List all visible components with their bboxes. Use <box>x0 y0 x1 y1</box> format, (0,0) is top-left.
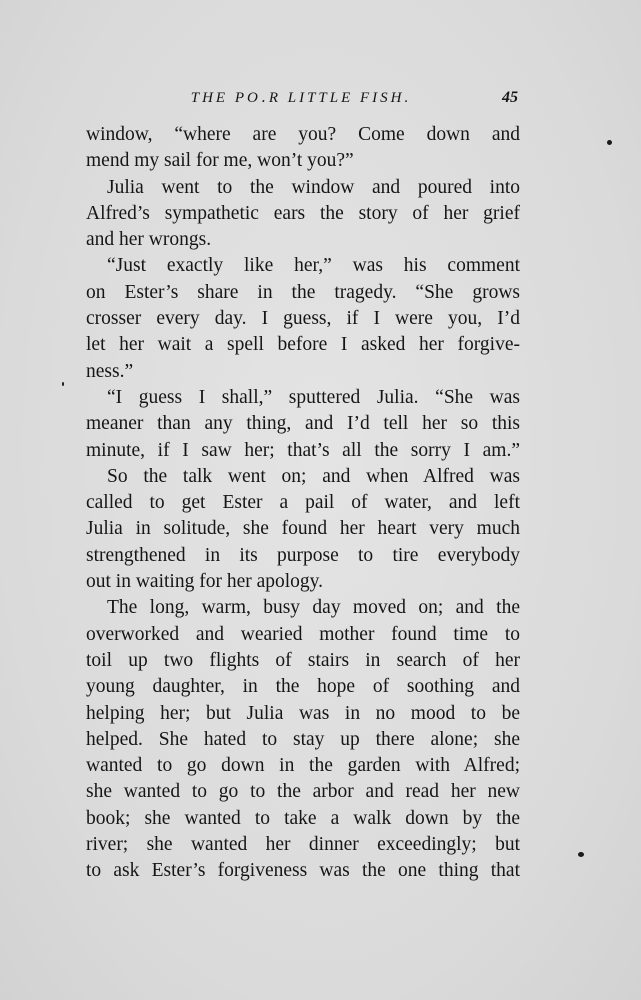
text-line: young daughter, in the hope of soothing and <box>86 676 520 698</box>
text-line: So the talk went on; and when Alfred was <box>107 465 520 487</box>
text-line: mend my sail for me, won’t you?” <box>86 150 354 172</box>
text-line: Alfred’s sympathetic ears the story of her grief <box>86 202 520 224</box>
text-line: ness.” <box>86 360 134 382</box>
text-line: overworked and wearied mother found time to <box>86 623 520 645</box>
running-head <box>86 86 516 110</box>
page-number: 45 <box>502 89 518 106</box>
text-line: she wanted to go to the arbor and read her new <box>86 781 520 803</box>
text-line: helping her; but Julia was in no mood to be <box>86 702 520 724</box>
text-line: strengthened in its purpose to tire everybody <box>86 544 520 566</box>
text-line: called to get Ester a pail of water, and left <box>86 492 520 514</box>
text-line: helped. She hated to stay up there alone; she <box>86 728 520 750</box>
body-text <box>86 122 520 885</box>
text-line: Julia in solitude, she found her heart very much <box>86 518 520 540</box>
ink-speck <box>578 852 584 857</box>
text-line: minute, if I saw her; that’s all the sorry I am.” <box>86 439 520 461</box>
text-line: meaner than any thing, and I’d tell her so this <box>86 413 520 435</box>
text-line: river; she wanted her dinner exceedingly; but <box>86 834 520 856</box>
text-line: book; she wanted to take a walk down by the <box>86 807 520 829</box>
ink-speck <box>607 140 612 145</box>
text-line: window, “where are you? Come down and <box>86 124 520 145</box>
text-line: The long, warm, busy day moved on; and the <box>107 597 520 619</box>
running-title: THE PO․R LITTLE FISH. <box>190 90 412 106</box>
text-line: toil up two flights of stairs in search of her <box>86 649 520 671</box>
text-line: wanted to go down in the garden with Alfred; <box>86 755 520 777</box>
text-line: out in waiting for her apology. <box>86 571 324 593</box>
text-line: crosser every day. I guess, if I were you, I’d <box>86 308 520 330</box>
text-line: on Ester’s share in the tragedy. “She grows <box>86 281 520 303</box>
text-line: to ask Ester’s forgiveness was the one thing that <box>86 860 520 882</box>
text-line: Julia went to the window and poured into <box>107 176 520 198</box>
text-line: and her wrongs. <box>86 229 212 251</box>
text-line: “I guess I shall,” sputtered Julia. “She was <box>107 386 520 408</box>
text-line: “Just exactly like her,” was his comment <box>107 255 520 277</box>
ink-speck <box>62 382 64 386</box>
text-line: let her wait a spell before I asked her forgive- <box>86 334 520 356</box>
